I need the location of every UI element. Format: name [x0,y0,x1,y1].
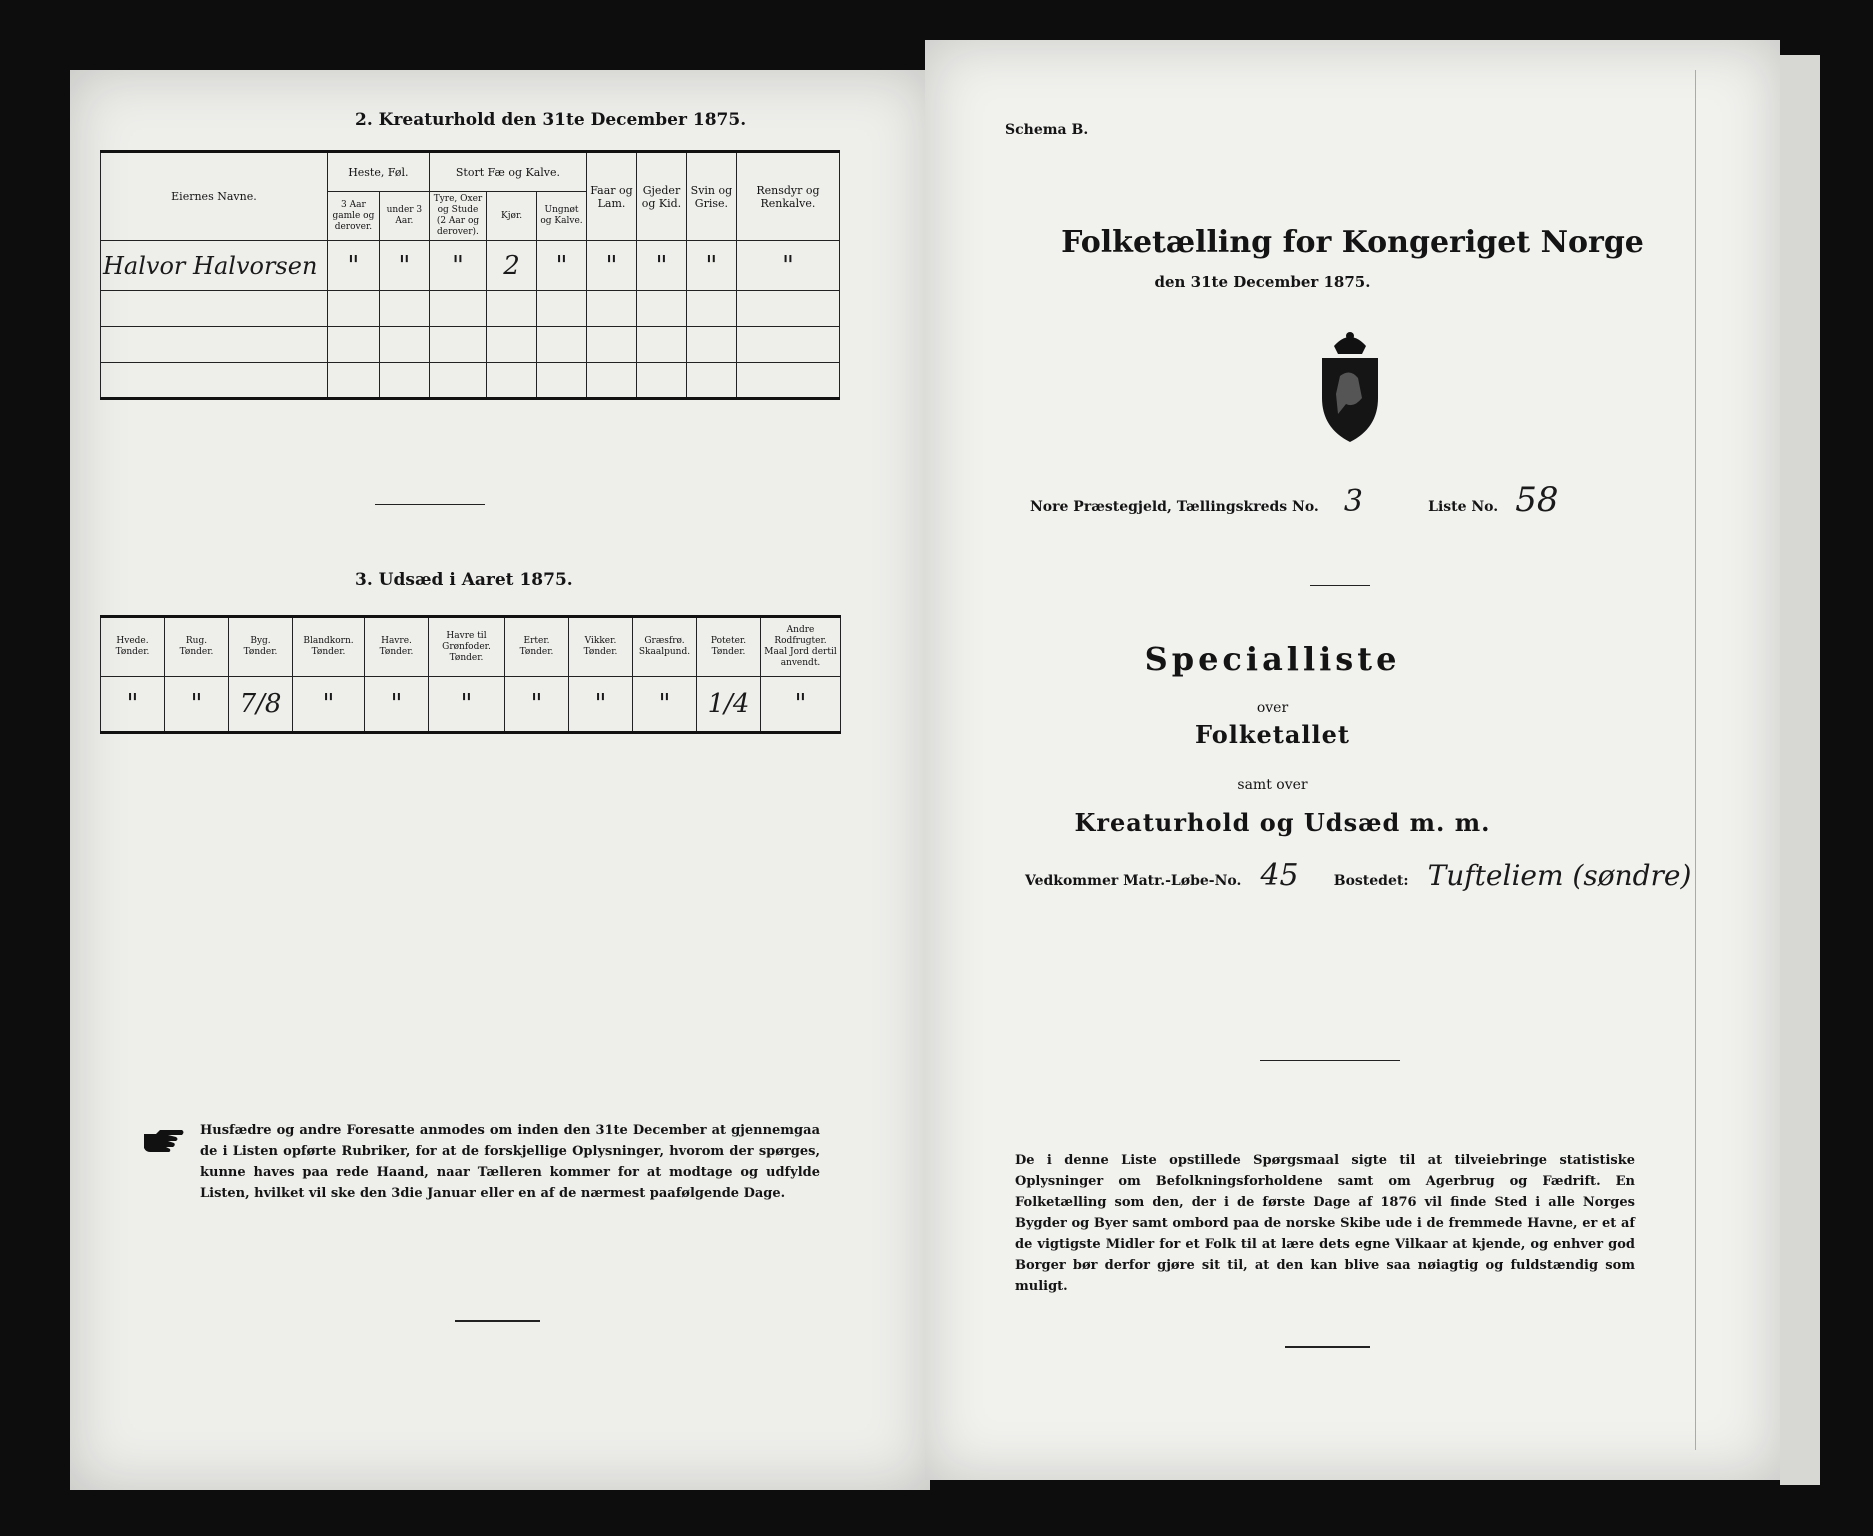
seed-value-oats: " [365,677,429,733]
notice-text: Husfædre og andre Foresatte anmodes om inden den 31te December at gjennemgaa de i Listen opførte Rubriker, for at de forskjellige Oplysninger, hvorom der spørges, kunne haves paa rede Haand, naar Tælleren kommer for at modtage og udfylde Listen, hvilket vil ske den 3die Januar eller en af de nærmest paafølgende Dage. [200,1123,820,1201]
seed-value-potatoes: 1/4 [697,677,761,733]
pigs-header: Svin og Grise. [686,152,736,241]
main-title: Folketælling for Kongeriget Norge [1061,225,1644,260]
census-date: den 31te December 1875. [1154,273,1371,291]
over-label: over [1256,700,1289,716]
district-number: 3 [1343,484,1363,519]
sheep-header: Faar og Lam. [587,152,637,241]
rule-under-district [1310,585,1370,586]
seed-header-wheat: Hvede. Tønder. [101,617,165,677]
seed-value-vetch: " [569,677,633,733]
cows-value: 2 [487,241,537,291]
seed-value-rye: " [165,677,229,733]
seed-header-rye: Rug. Tønder. [165,617,229,677]
livestock-table [100,150,840,400]
young-cattle-value: " [537,241,587,291]
vertical-margin-line [1695,70,1696,1450]
bottom-rule-left [455,1320,540,1322]
seed-header-vetch: Vikker. Tønder. [569,617,633,677]
page-edge-right [1780,55,1820,1485]
goats-header: Gjeder og Kid. [636,152,686,241]
matr-label: Vedkommer Matr.-Løbe-No. [1025,873,1242,889]
list-label: Liste No. [1428,499,1499,515]
owner-name: Halvor Halvorsen [101,241,328,291]
cattle-header: Stort Fæ og Kalve. [429,152,586,192]
seed-table [100,615,841,734]
seed-header-mixed-grain: Blandkorn. Tønder. [293,617,365,677]
seed-value-grass-seed: " [633,677,697,733]
bulls-value: " [429,241,486,291]
samt-over-label: samt over [1237,777,1308,793]
seed-value-wheat: " [101,677,165,733]
reindeer-header: Rensdyr og Renkalve. [736,152,839,241]
goats-value: " [636,241,686,291]
horses-header: Heste, Føl. [327,152,429,192]
coat-of-arms-icon [1310,328,1390,446]
bosted-value: Tufteliem (søndre) [1427,859,1692,892]
pointing-hand-icon [142,1128,186,1154]
divider-rule [375,504,485,505]
reindeer-value: " [736,241,839,291]
horses-old-value: " [327,241,379,291]
owner-header: Eiernes Navne. [101,152,328,241]
folketallet-label: Folketallet [1195,720,1350,749]
bosted-label: Bostedet: [1333,873,1409,889]
rule-under-property [1260,1060,1400,1061]
seed-header-grass-seed: Græsfrø. Skaalpund. [633,617,697,677]
left-page [70,70,930,1490]
schema-label: Schema B. [1005,122,1089,138]
matr-number: 45 [1260,858,1299,893]
explanation-paragraph: De i denne Liste opstillede Spørgsmaal sigte til at tilveiebringe statistiske Oplysninger om Befolkningsforholdene samt om Agerbrug og Fædrift. En Folketælling som den, der i de første Dage af 1876 vil finde Sted i alle Norges Bygder og Byer samt ombord paa de norske Skibe ude i de fremmede Havne, er et af de vigtigste Midler for et Folk til at lære dets egne Vilkaar at kjende, og enhver god Borger bør derfor gjøre sit til, at den kan blive saa nøiagtig og fuldstændig som muligt. [1015,1153,1635,1294]
young-cattle-header: Ungnøt og Kalve. [537,192,587,241]
seed-header-potatoes: Poteter. Tønder. [697,617,761,677]
livestock-title: 2. Kreaturhold den 31te December 1875. [355,110,747,130]
right-page [925,40,1780,1480]
seed-header-barley: Byg. Tønder. [229,617,293,677]
seed-header-root-crops: Andre Rodfrugter. Maal Jord dertil anvendt. [761,617,841,677]
seed-value-barley: 7/8 [229,677,293,733]
kreaturhold-label: Kreaturhold og Udsæd m. m. [1074,808,1491,837]
specialliste-title: Specialliste [1144,640,1401,678]
pigs-value: " [686,241,736,291]
bulls-header: Tyre, Oxer og Stude (2 Aar og derover). [429,192,486,241]
sheep-value: " [587,241,637,291]
seed-title: 3. Udsæd i Aaret 1875. [355,570,573,590]
seed-value-peas: " [505,677,569,733]
cows-header: Kjør. [487,192,537,241]
horses-young-header: under 3 Aar. [379,192,429,241]
seed-header-oats: Havre. Tønder. [365,617,429,677]
list-number: 58 [1515,480,1559,520]
seed-header-green-fodder: Havre til Grønfoder. Tønder. [429,617,505,677]
district-label: Nore Præstegjeld, Tællingskreds No. [1030,499,1319,515]
horses-young-value: " [379,241,429,291]
seed-value-green-fodder: " [429,677,505,733]
seed-value-root-crops: " [761,677,841,733]
seed-value-mixed-grain: " [293,677,365,733]
horses-old-header: 3 Aar gamle og derover. [327,192,379,241]
seed-header-peas: Erter. Tønder. [505,617,569,677]
bottom-rule-right [1285,1346,1370,1348]
property-line [1025,858,1745,893]
district-line [1030,480,1670,520]
